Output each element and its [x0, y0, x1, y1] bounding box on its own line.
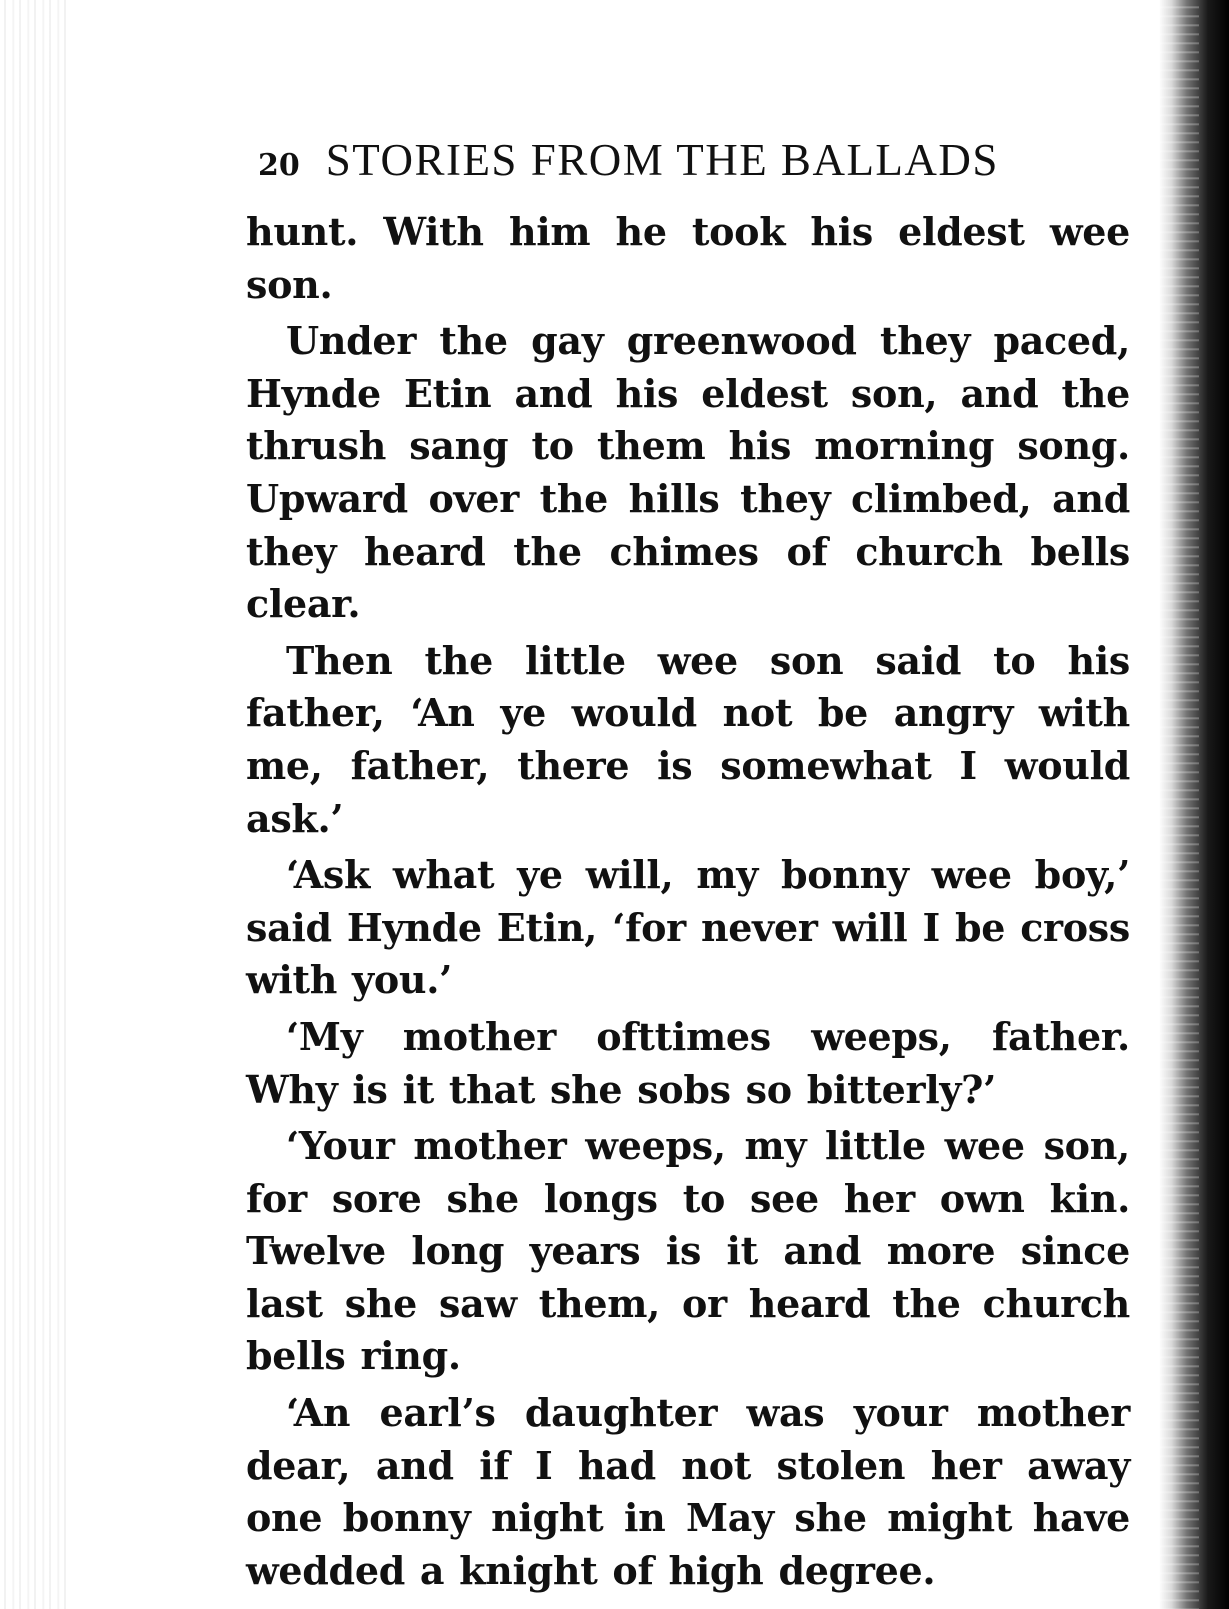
scan-left-edge	[0, 0, 70, 1609]
paragraph: ‘An earl’s daughter was your mother dear, and if I had not stolen her away one bonny night in May she might have wedded a knight of high degree.	[246, 1390, 1130, 1593]
paragraph: ‘My mother ofttimes weeps, father. Why is it that she sobs so bitterly?’	[246, 1013, 1130, 1112]
body-text	[246, 206, 1130, 1601]
paragraph: hunt. With him he took his eldest wee son.	[246, 209, 1130, 307]
page-header	[258, 134, 1118, 194]
paragraph: Then the little wee son said to his father, ‘An ye would not be angry with me, father, there is somewhat I would ask.’	[246, 637, 1130, 841]
book-gutter-noise	[1159, 0, 1199, 1609]
page-number: 20	[258, 148, 300, 183]
running-title: STORIES FROM THE BALLADS	[325, 135, 999, 185]
paragraph: ‘Ask what ye will, my bonny wee boy,’ said Hynde Etin, ‘for never will I be cross with you.’	[246, 852, 1130, 1003]
paragraph: ‘Your mother weeps, my little wee son, for sore she longs to see her own kin. Twelve long years is it and more since last she saw them, or heard the church bells ring.	[246, 1123, 1130, 1379]
paragraph: Under the gay greenwood they paced, Hynde Etin and his eldest son, and the thrush sang to them his morning song. Upward over the hills they climbed, and they heard the chimes of church bells clear.	[246, 318, 1130, 627]
